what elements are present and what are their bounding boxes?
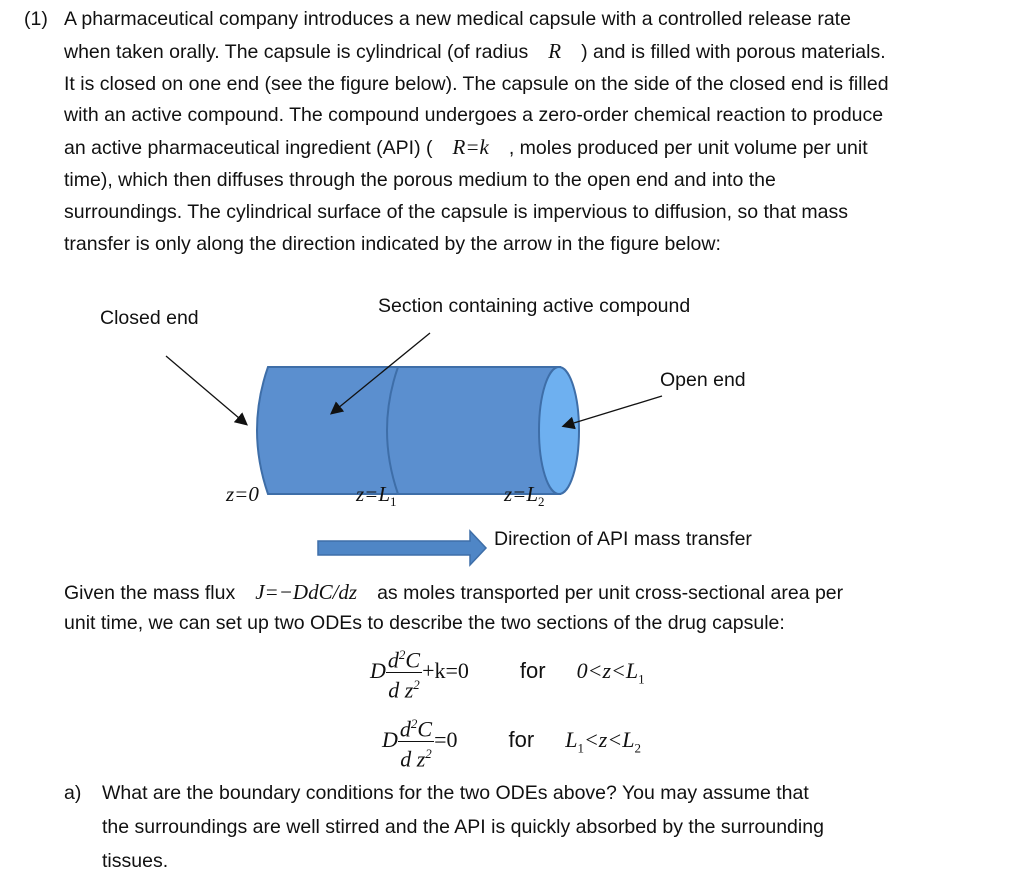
- question-a: [64, 776, 1014, 878]
- section-label: Section containing active compound: [378, 295, 691, 317]
- open-end-label: Open end: [660, 369, 746, 391]
- problem-number: (1): [24, 8, 48, 30]
- flux-expression: J=−DdC/dz: [255, 580, 358, 604]
- question-a-line-2: the surroundings are well stirred and the API is quickly absorbed by the surrounding: [102, 816, 824, 838]
- intro-line-3: It is closed on one end (see the figure below). The capsule on the side of the closed end is filled: [64, 72, 889, 95]
- z0-label: z=0: [226, 482, 259, 506]
- intro-line-5: an active pharmaceutical ingredient (API) ( R=k , moles produced per unit volume per unit: [64, 135, 868, 160]
- z2-label: $z=L_2$: [504, 482, 545, 510]
- question-a-line-3: tissues.: [102, 850, 169, 872]
- intro-line-1: A pharmaceutical company introduces a new medical capsule with a controlled release rate: [64, 8, 851, 30]
- intro-line-2: when taken orally. The capsule is cylindrical (of radius R ) and is filled with porous materials.: [64, 38, 886, 63]
- open-section-shape: [387, 367, 560, 494]
- direction-arrow: [318, 531, 486, 565]
- direction-label: Direction of API mass transfer: [494, 528, 752, 550]
- flux-line-1: Given the mass flux J=−DdC/dz as moles transported per unit cross-sectional area per: [64, 580, 844, 604]
- question-a-marker: a): [64, 782, 82, 804]
- intro-line-8: transfer is only along the direction indicated by the arrow in the figure below:: [64, 232, 721, 255]
- question-a-line-1: What are the boundary conditions for the two ODEs above? You may assume that: [102, 782, 809, 804]
- rate-expression: R=k: [452, 135, 489, 160]
- z1-label: $z=L_1$: [356, 482, 397, 510]
- ode-2: D $\frac{d^2C}{d z^2}$ =0 for $L_1<z<L_2$: [382, 712, 641, 772]
- intro-line-7: surroundings. The cylindrical surface of the capsule is impervious to diffusion, so that mass: [64, 200, 848, 223]
- open-end-face: [539, 367, 579, 494]
- intro-line-6: time), which then diffuses through the porous medium to the open end and into the: [64, 168, 776, 191]
- closed-end-pointer: [166, 356, 246, 424]
- closed-end-label: Closed end: [100, 307, 199, 329]
- radius-symbol: R: [548, 38, 562, 63]
- ode-1: D $\frac{d^2C}{d z^2}$ +k=0 for $0<z<L_1$: [370, 643, 645, 703]
- flux-line-2: unit time, we can set up two ODEs to describe the two sections of the drug capsule:: [64, 612, 785, 634]
- intro-line-4: with an active compound. The compound undergoes a zero-order chemical reaction to produce: [64, 104, 884, 127]
